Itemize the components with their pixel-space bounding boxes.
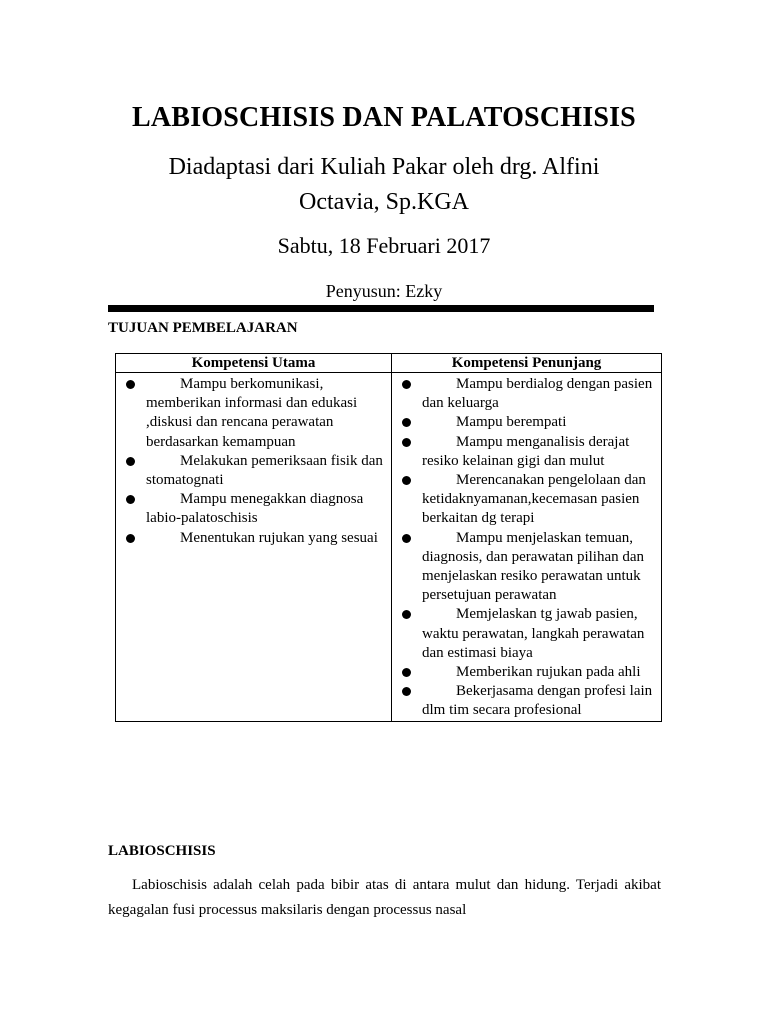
document-title: LABIOSCHISIS DAN PALATOSCHISIS: [132, 102, 636, 133]
objectives-heading: TUJUAN PEMBELAJARAN: [108, 320, 298, 336]
bullet-icon: [402, 668, 411, 677]
main-competency-cell: [116, 373, 392, 722]
bullet-icon: [402, 476, 411, 485]
competency-table: [115, 353, 662, 722]
list-item: Merencanakan pengelolaan dan ketidaknyamanan,kecemasan pasien berkaitan dg terapi: [396, 471, 657, 529]
bullet-icon: [402, 418, 411, 427]
document-author: Penyusun: Ezky: [325, 281, 443, 301]
document-date: Sabtu, 18 Februari 2017: [277, 233, 491, 258]
bullet-icon: [402, 534, 411, 543]
list-item: Bekerjasama dengan profesi lain dlm tim secara profesional: [396, 682, 657, 720]
list-item: Mampu menjelaskan temuan, diagnosis, dan perawatan pilihan dan menjelaskan resiko perawatan untuk persetujuan perawatan: [396, 529, 657, 606]
labioschisis-heading: LABIOSCHISIS: [108, 843, 216, 859]
document-subtitle: Diadaptasi dari Kuliah Pakar oleh drg. Alfini Octavia, Sp.KGA: [168, 154, 600, 215]
list-item: Memjelaskan tg jawab pasien, waktu perawatan, langkah perawatan dan estimasi biaya: [396, 605, 657, 663]
bullet-icon: [126, 534, 135, 543]
bullet-icon: [126, 457, 135, 466]
bullet-icon: [402, 438, 411, 447]
list-item: Mampu berempati: [396, 413, 657, 432]
supporting-competency-cell: [392, 373, 662, 722]
title-divider: [108, 305, 654, 312]
list-item: Mampu menganalisis derajat resiko kelainan gigi dan mulut: [396, 433, 657, 471]
list-item: Mampu berkomunikasi, memberikan informasi dan edukasi ,diskusi dan rencana perawatan berdasarkan kemampuan: [120, 375, 387, 452]
main-competency-header: Kompetensi Utama: [116, 354, 392, 373]
bullet-icon: [126, 495, 135, 504]
bullet-icon: [126, 380, 135, 389]
list-item: Memberikan rujukan pada ahli: [396, 663, 657, 682]
bullet-icon: [402, 380, 411, 389]
bullet-icon: [402, 610, 411, 619]
list-item: Melakukan pemeriksaan fisik dan stomatognati: [120, 452, 387, 490]
list-item: Mampu menegakkan diagnosa labio-palatoschisis: [120, 490, 387, 528]
labioschisis-paragraph: Labioschisis adalah celah pada bibir atas di antara mulut dan hidung. Terjadi akibat kegagalan fusi processus maksilaris dengan processus nasal: [108, 877, 661, 918]
list-item: Menentukan rujukan yang sesuai: [120, 529, 387, 548]
list-item: Mampu berdialog dengan pasien dan keluarga: [396, 375, 657, 413]
main-competency-list: [120, 375, 387, 548]
supporting-competency-header: Kompetensi Penunjang: [392, 354, 662, 373]
bullet-icon: [402, 687, 411, 696]
supporting-competency-list: [396, 375, 657, 721]
